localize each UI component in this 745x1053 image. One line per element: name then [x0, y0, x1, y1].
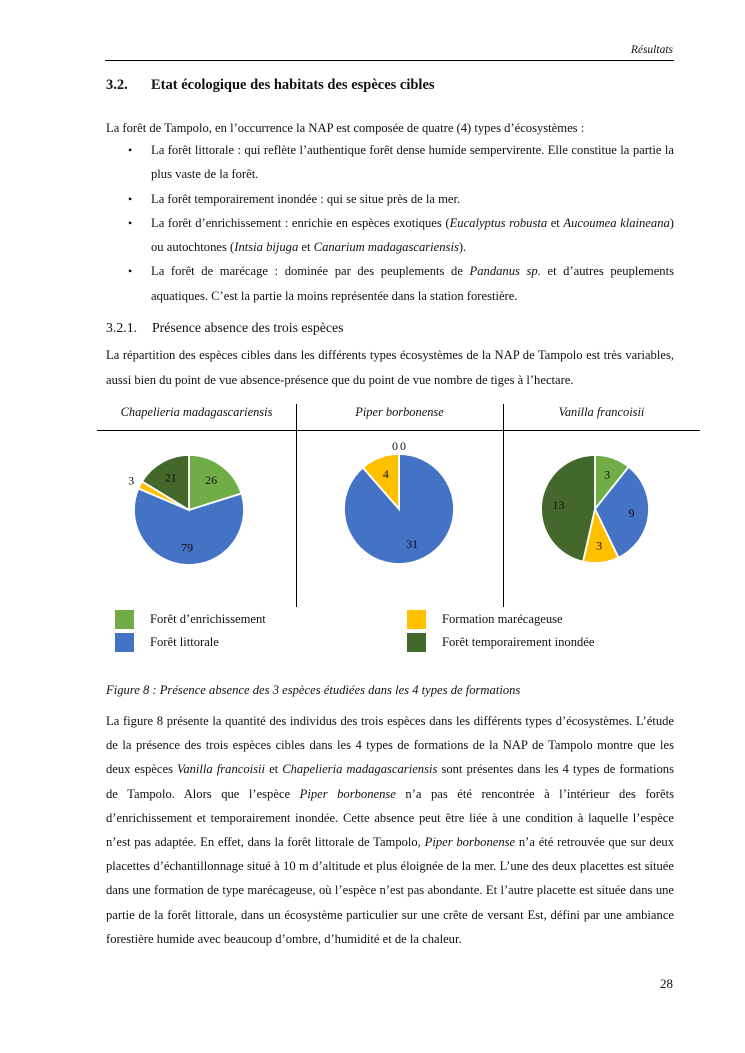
page-number: 28: [660, 976, 673, 991]
pie-data-label: 4: [382, 466, 389, 481]
pie-data-label: 26: [205, 472, 218, 487]
legend-label-enrichissement: Forêt d’enrichissement: [150, 612, 266, 626]
list-item: • La forêt d’enrichissement : enrichie en espèces exotiques (Eucalyptus robusta et Aucoumea klaineana) ou autochtones (Intsia bijuga et Canarium madagascariensis).: [106, 211, 674, 260]
pie-data-label: 79: [181, 540, 194, 555]
section-title: Etat écologique des habitats des espèces cibles: [151, 77, 435, 93]
legend-swatch-marecageuse: [407, 610, 426, 629]
subsection-title: Présence absence des trois espèces: [152, 320, 344, 335]
chart-title-piper: Piper borbonense: [355, 405, 444, 419]
subsection-paragraph: La répartition des espèces cibles dans les différents types écosystèmes de la NAP de Tampolo est très variables, aussi bien du point de vue absence-présence que du point de vue nombre de tiges à l’hectare.: [106, 348, 674, 387]
pie-data-label: 0: [392, 439, 398, 453]
pie-data-label: 9: [628, 506, 635, 521]
discussion-paragraph: La figure 8 présente la quantité des individus des trois espèces dans les différents types d’écosystèmes. L’étude de la présence des trois espèces cibles dans les 4 types de formations de la NAP de Tampolo montre que les deux espèces Vanilla francoisii et Chapelieria madagascariensis sont présentes dans les 4 types de formations de Tampolo. Alors que l’espèce Piper borbonense n’a pas été rencontrée à l’intérieur des forêts d’enrichissement et temporairement inondée. Cette absence peut être liée à une condition à laquelle l’espèce n’est pas adaptée. En effet, dans la forêt littorale de Tampolo, Piper borbonense n’a été retrouvée que sur deux placettes d’échantillonnage situé à 10 m d’altitude et plus éloignée de la mer. L’une des deux placettes est située dans une formation de type marécageuse, où l’espèce n’est pas abondante. Et l’autre placette est située dans une partie de la forêt littorale, dans un écosystème particulier sur une crête de versant Est, défini par une ambiance forestière humide avec beaucoup d’ombre, d’humidité et de la chaleur.: [106, 714, 674, 946]
pie-data-label: 21: [164, 470, 177, 485]
running-header: Résultats: [630, 44, 673, 56]
intro-paragraph: La forêt de Tampolo, en l’occurrence la NAP est composée de quatre (4) types d’écosystèmes :: [106, 121, 585, 135]
pie-data-label: 31: [406, 537, 419, 552]
legend-label-marecageuse: Formation marécageuse: [442, 612, 563, 626]
section-number: 3.2.: [106, 77, 128, 93]
pie-slice: [541, 455, 595, 562]
legend-label-inondee: Forêt temporairement inondée: [442, 635, 595, 649]
list-item: • La forêt de marécage : dominée par des peuplements de Pandanus sp. et d’autres peuplements aquatiques. C’est la partie la moins représentée dans la station forestière.: [106, 259, 674, 308]
pie-data-label: 3: [604, 467, 611, 482]
pie-data-label: 3: [596, 538, 603, 553]
figure-caption: Figure 8 : Présence absence des 3 espèces étudiées dans les 4 types de formations: [106, 683, 521, 697]
list-item: • La forêt temporairement inondée : qui se situe près de la mer.: [106, 187, 674, 211]
pie-data-label: 13: [552, 497, 565, 512]
chart-title-chapelieria: Chapelieria madagascariensis: [120, 405, 273, 419]
pie-data-label: 3: [128, 473, 135, 488]
subsection-number: 3.2.1.: [106, 320, 138, 335]
legend-swatch-enrichissement: [115, 610, 134, 629]
legend-label-littorale: Forêt littorale: [150, 635, 219, 649]
list-item: • La forêt littorale : qui reflète l’authentique forêt dense humide sempervirente. Elle constitue la partie la plus vaste de la forêt.: [106, 138, 674, 187]
legend-swatch-inondee: [407, 633, 426, 652]
chart-title-vanilla: Vanilla francoisii: [558, 405, 645, 419]
pie-data-label: 0: [400, 439, 406, 453]
legend-swatch-littorale: [115, 633, 134, 652]
